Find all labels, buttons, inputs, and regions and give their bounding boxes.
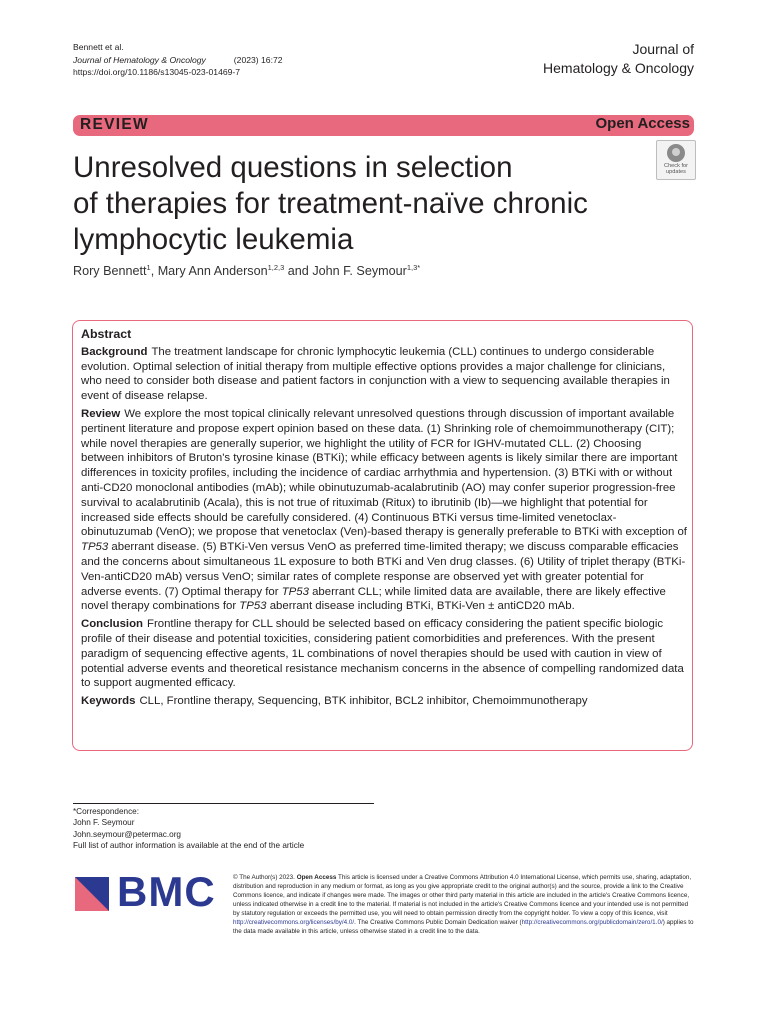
bmc-logo-icon (75, 877, 109, 911)
title-line-1: Unresolved questions in selection (73, 151, 513, 184)
license-link-cc-by[interactable]: http://creativecommons.org/licenses/by/4.0/ (233, 918, 355, 926)
footnote-divider (73, 803, 374, 804)
license-copyright: © The Author(s) 2023. (233, 874, 297, 881)
abstract-heading: Abstract (81, 327, 132, 341)
review-text-1: We explore the most topical clinically relevant unresolved questions through discussion of important available pertinent literature and propose expert opinion based on these data. (1) Shrinking role of chemoimmunotherapy (CIT); while novel therapies are generally superior, we highlight the utility of FCR for IGHV-mutated CLL. (2) Choosing between inhibitors of Bruton's tyrosine kinase (BTKi); while efficacy between agents is likely similar there are important differences in toxicity profiles, including the incidence of cardiac arrhythmia and hypertension. (3) BTKi with or without anti-CD20 monoclonal antibodies (mAb); while obinutuzumab-acalabrutinib (AO) may confer superior progression-free survival to acalabrutinib (Acala), this is not true of rituximab (Ritux) to ibrutinib (Ib)—we highlight that potential for increased side effects should be carefully considered. (4) Continuous BTKi versus time-limited venetoclax-obinutuzumab (VenO); we propose that venetoclax (Ven)-based therapy is generally preferable to BTKi with exception of (81, 407, 687, 539)
review-gene-1: TP53 (81, 541, 109, 554)
background-label: Background (81, 345, 148, 358)
header-authors: Bennett et al. (73, 42, 124, 52)
license-body-2: . The Creative Commons Public Domain Dedication waiver ( (354, 918, 522, 926)
correspondence-label: *Correspondence: (73, 807, 139, 816)
author-list (73, 263, 420, 278)
conclusion-text: Frontline therapy for CLL should be selected based on efficacy considering the patient specific biologic profile of their disease and potential toxicities, considering patient comorbidities and preferences. With the present paradigm of sequencing effective agents, 1L combinations of novel therapies should be used with caution in view of potential adverse events and theoretical resistance mechanism concerns in the absence of compelling randomized data to support augmented efficacy. (81, 618, 684, 690)
author-1[interactable]: Rory Bennett (73, 264, 147, 279)
header-volume: (2023) 16:72 (233, 54, 283, 65)
journal-name-line2: Hematology & Oncology (543, 60, 694, 76)
header-journal: Journal of Hematology & Oncology (73, 54, 206, 65)
license-text (233, 874, 695, 937)
abstract-conclusion (81, 617, 687, 691)
review-text-4: aberrant disease including BTKi, BTKi-Ven ± antiCD20 mAb. (266, 600, 575, 613)
bmc-logo-text: BMC (117, 868, 216, 915)
correspondence-email[interactable]: John.seymour@petermac.org (73, 829, 181, 839)
journal-name (543, 40, 694, 78)
review-section-label: Review (81, 407, 121, 420)
author-1-affil: 1 (146, 263, 151, 272)
author-2-affil: 1,2,3 (267, 263, 285, 272)
article-type-band (73, 115, 694, 136)
review-gene-3: TP53 (239, 600, 267, 613)
check-updates-line2: updates (666, 169, 686, 176)
license-body-3: ) applies to the data made available in this article, unless otherwise stated in a credit line to the data. (233, 918, 694, 935)
abstract-box (72, 320, 693, 751)
license-link-cc0[interactable]: http://creativecommons.org/publicdomain/zero/1.0/ (521, 918, 663, 926)
author-info-note: Full list of author information is available at the end of the article (73, 841, 305, 851)
author-sep-1: , (150, 264, 158, 279)
correspondence-block (73, 806, 304, 852)
title-line-2: of therapies for treatment-naïve chronic (73, 187, 588, 220)
journal-name-line1: Journal of (632, 41, 694, 57)
correspondence-name: John F. Seymour (73, 818, 135, 828)
abstract-background (81, 345, 687, 404)
review-text-3: aberrant CLL; while limited data are available, there are likely effective novel therapy combinations for (81, 585, 666, 613)
title-line-3: lymphocytic leukemia (73, 223, 354, 256)
background-text: The treatment landscape for chronic lymphocytic leukemia (CLL) continues to undergo considerable evolution. Optimal selection of initial therapy from multiple effective options provides a major challenge for clinicians, who need to consider both disease and patient factors in conjunction with a view to sequencing available therapies in event of disease relapse. (81, 345, 670, 403)
license-body: This article is licensed under a Creative Commons Attribution 4.0 International License, which permits use, sharing, adaptation, distribution and reproduction in any medium or format, as long as you give appropriate credit to the original author(s) and the source, provide a link to the Creative Commons licence, and indicate if changes were made. The images or other third party material in this article are included in the article's Creative Commons licence, unless indicated otherwise in a credit line to the material. If material is not included in the article's Creative Commons licence and your intended use is not permitted by statutory regulation or exceeds the permitted use, you will need to obtain permission directly from the copyright holder. To view a copy of this licence, visit (233, 874, 692, 917)
review-gene-2: TP53 (281, 585, 309, 598)
license-open-access: Open Access (296, 874, 337, 881)
keywords-label: Keywords (81, 695, 136, 708)
review-text-2: aberrant disease. (5) BTKi-Ven versus VenO as preferred time-limited therapy; we discuss comparable efficacies and the concerns about simultaneous 1L exposure to both BTKi and Ven drug classes. (6) Utility of triplet therapy (BTKi-Ven-antiCD20 mAb) versus VenO; similar rates of complete response are observed yet with greater potential for adverse events. (7) Optimal therapy for (81, 541, 686, 598)
abstract-review (81, 407, 687, 614)
author-2[interactable]: Mary Ann Anderson (157, 264, 268, 279)
header-citation (73, 54, 283, 67)
running-header (73, 41, 283, 79)
author-3[interactable]: John F. Seymour (312, 264, 407, 279)
open-access-label: Open Access (595, 115, 690, 132)
article-title (73, 150, 633, 258)
header-doi[interactable]: https://doi.org/10.1186/s13045-023-01469-7 (73, 67, 241, 78)
check-for-updates-button[interactable] (656, 140, 696, 180)
conclusion-label: Conclusion (81, 618, 144, 631)
author-sep-2: and (284, 264, 313, 279)
author-3-affil: 1,3* (406, 263, 421, 272)
abstract-keywords (81, 694, 687, 709)
check-updates-icon (667, 144, 685, 162)
review-label: REVIEW (80, 116, 149, 133)
check-updates-line1: Check for (664, 163, 688, 169)
keywords-text: CLL, Frontline therapy, Sequencing, BTK inhibitor, BCL2 inhibitor, Chemoimmunotherapy (139, 695, 588, 708)
